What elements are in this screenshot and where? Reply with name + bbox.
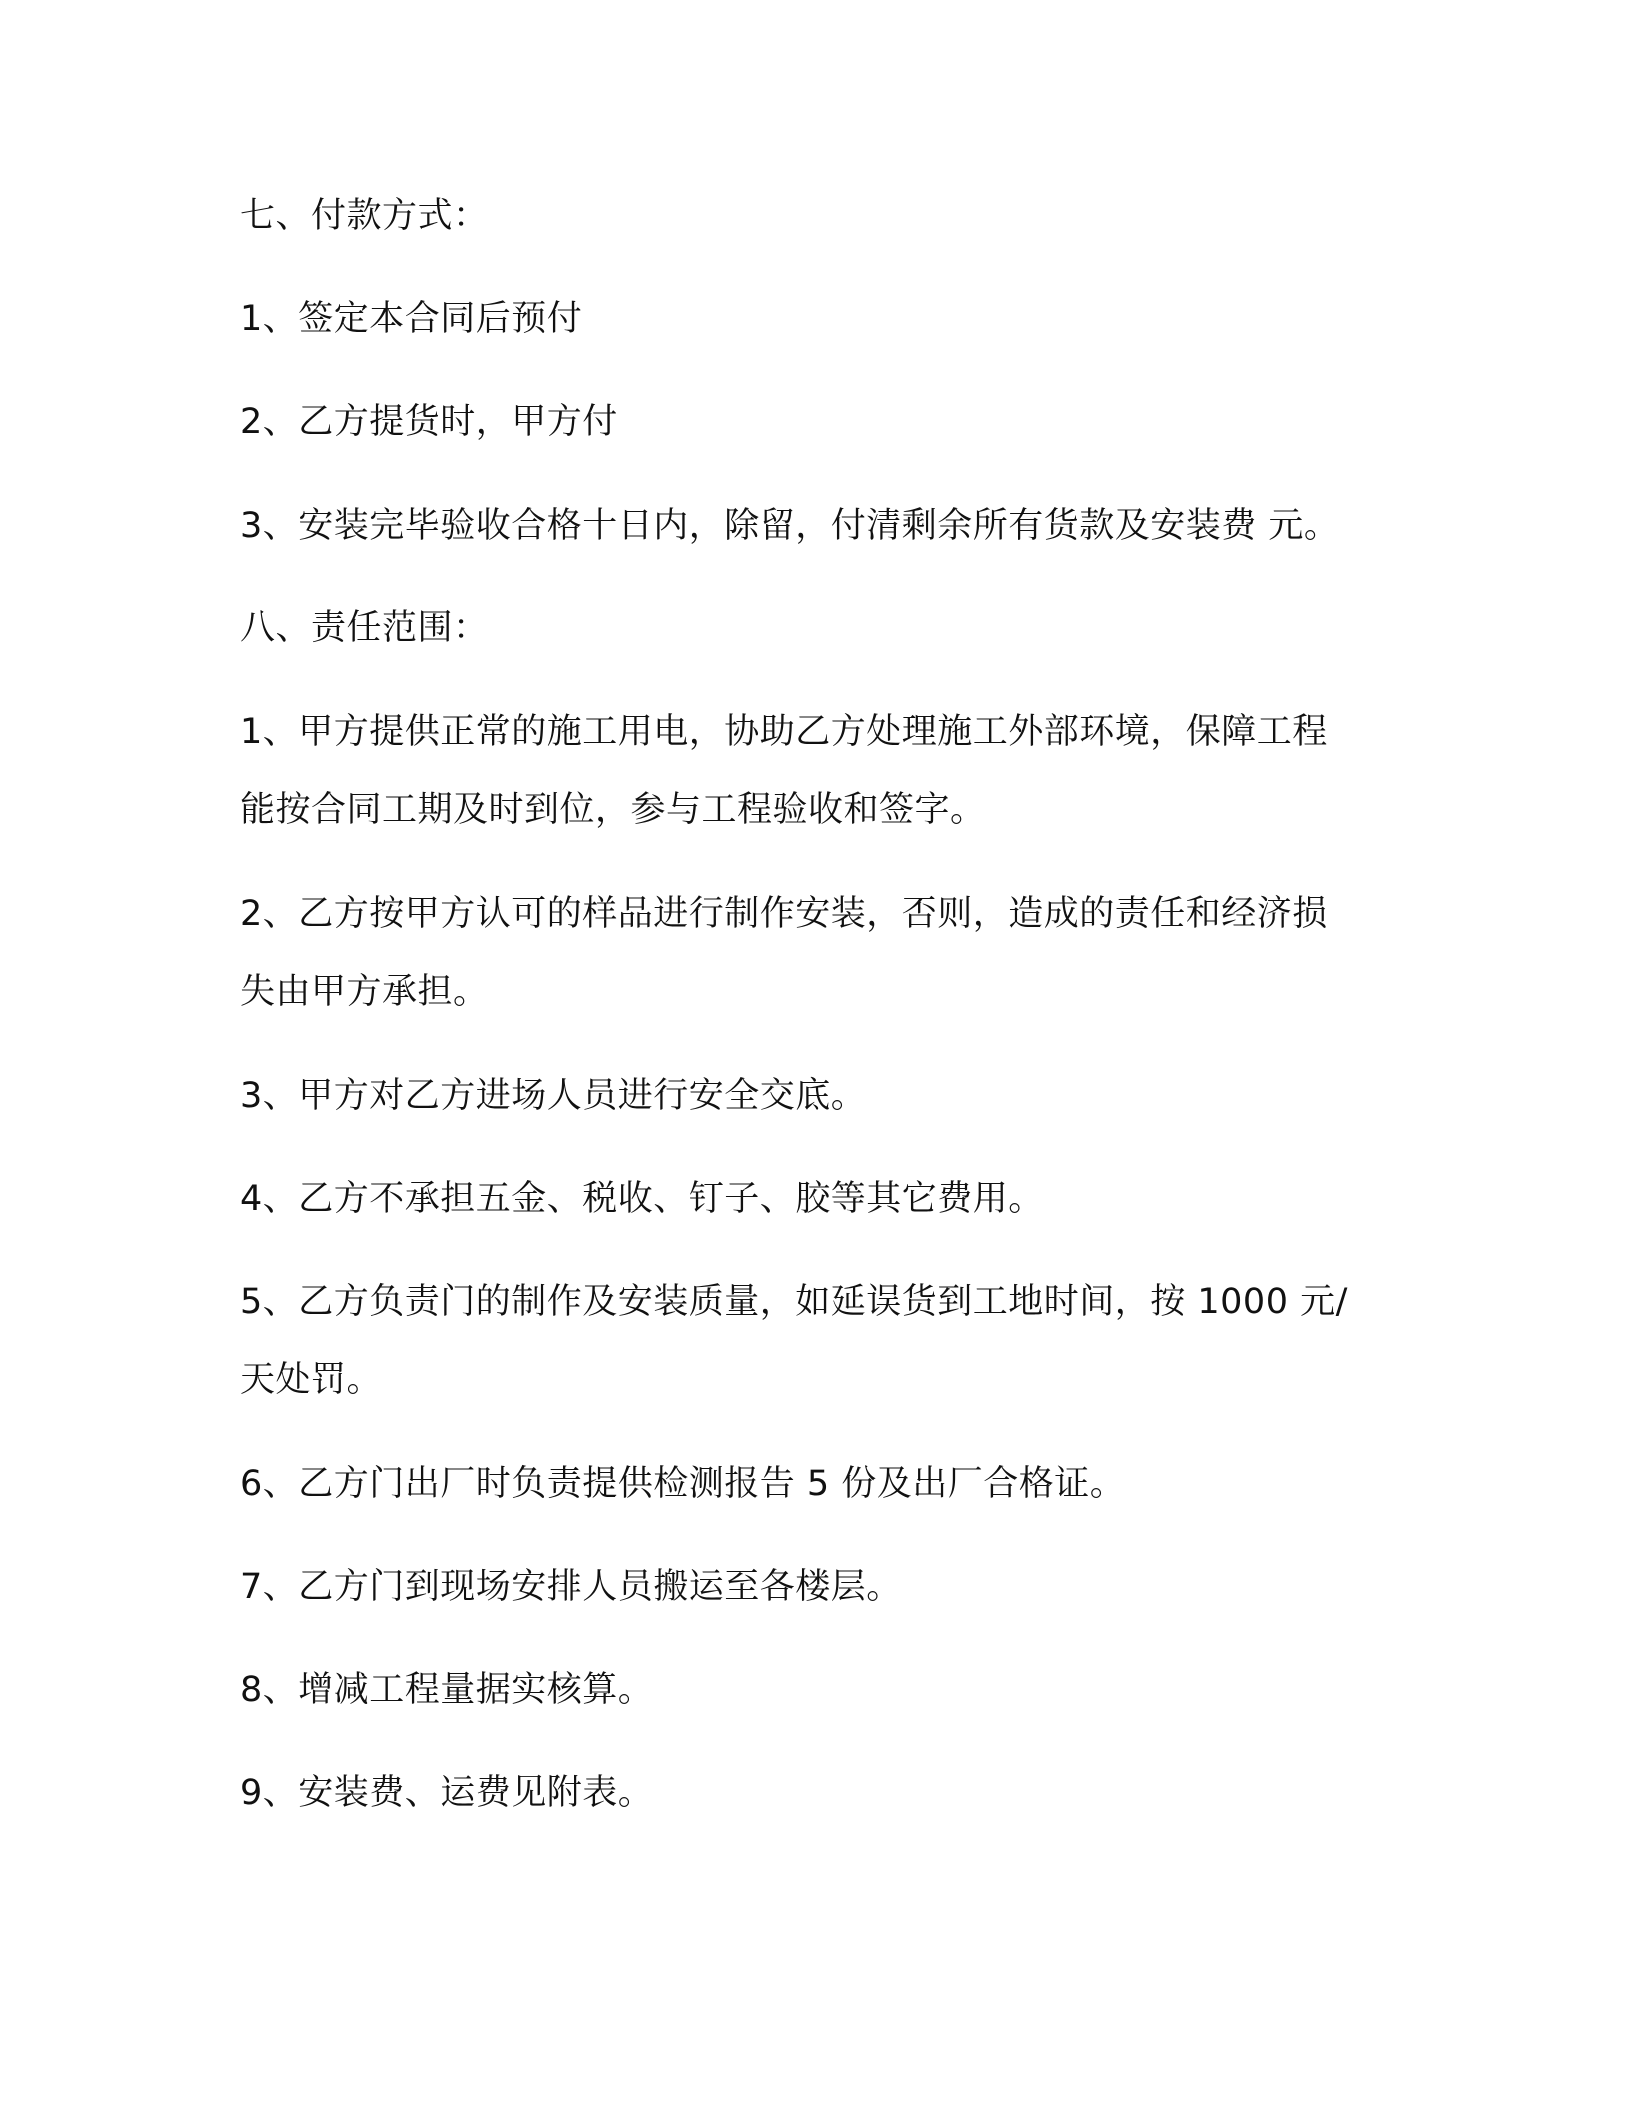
responsibility-item-6: 6、乙方门出厂时负责提供检测报告 5 份及出厂合格证。 bbox=[240, 1464, 1126, 1504]
section-7-heading: 七、付款方式： bbox=[240, 196, 489, 236]
responsibility-item-9: 9、安装费、运费见附表。 bbox=[240, 1773, 654, 1813]
responsibility-item-5-line-2: 天处罚。 bbox=[240, 1360, 383, 1400]
responsibility-item-2-line-2: 失由甲方承担。 bbox=[240, 972, 489, 1012]
responsibility-item-3: 3、甲方对乙方进场人员进行安全交底。 bbox=[240, 1076, 867, 1116]
responsibility-item-2-line-1: 2、乙方按甲方认可的样品进行制作安装，否则，造成的责任和经济损 bbox=[240, 894, 1328, 934]
payment-item-2: 2、乙方提货时，甲方付 bbox=[240, 402, 618, 442]
responsibility-item-7: 7、乙方门到现场安排人员搬运至各楼层。 bbox=[240, 1567, 902, 1607]
responsibility-item-1-line-2: 能按合同工期及时到位，参与工程验收和签字。 bbox=[240, 790, 986, 830]
responsibility-item-8: 8、增减工程量据实核算。 bbox=[240, 1670, 654, 1710]
responsibility-item-4: 4、乙方不承担五金、税收、钉子、胶等其它费用。 bbox=[240, 1179, 1044, 1219]
payment-item-3: 3、安装完毕验收合格十日内，除留，付清剩余所有货款及安装费 元。 bbox=[240, 506, 1340, 546]
responsibility-item-5-line-1: 5、乙方负责门的制作及安装质量，如延误货到工地时间，按 1000 元/ bbox=[240, 1282, 1348, 1322]
section-8-heading: 八、责任范围： bbox=[240, 608, 489, 648]
responsibility-item-1-line-1: 1、甲方提供正常的施工用电，协助乙方处理施工外部环境，保障工程 bbox=[240, 712, 1328, 752]
payment-item-1: 1、签定本合同后预付 bbox=[240, 299, 583, 339]
